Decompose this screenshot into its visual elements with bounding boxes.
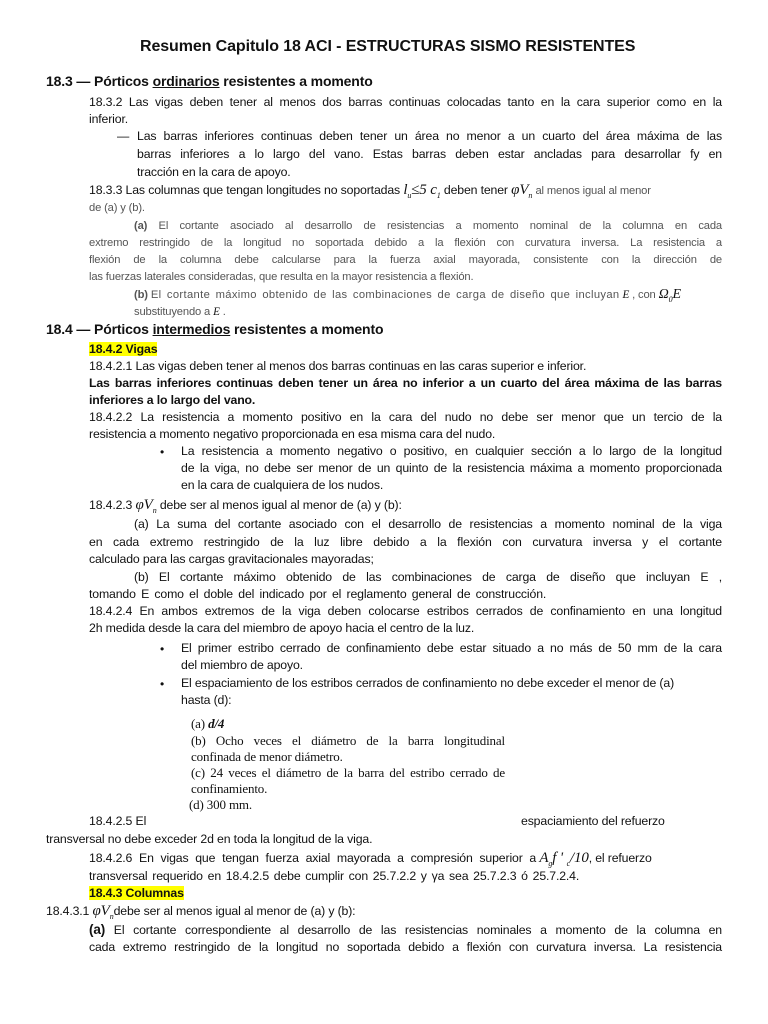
paragraph-18-4-2-6: 18.4.2.6 En vigas que tengan fuerza axial mayorada a compresión superior a $A_gf$ ' $_c$/10, el refuerzo (89, 850, 652, 868)
dash-marker: — (117, 129, 130, 143)
paragraph-18-3-2: 18.3.2 Las vigas deben tener al menos dos barras continuas colocadas tanto en la cara superior como en la (89, 95, 722, 109)
paragraph-18-4-2-2: 18.4.2.2 La resistencia a momento positivo en la cara del nudo no debe ser menor que un tercio de la (89, 410, 722, 424)
item-b-text: (b) El cortante máximo obtenido de las combinaciones de carga de diseño que incluyan E , con $\Omega_0E$ (134, 287, 681, 304)
embedded-list-b: (b) Ocho veces el diámetro de la barra longitudinal (191, 733, 505, 748)
page-title: Resumen Capitulo 18 ACI - ESTRUCTURAS SISMO RESISTENTES (140, 38, 636, 55)
bullet-icon: • (160, 445, 165, 459)
embedded-list-c: (c) 24 veces el diámetro de la barra del estribo cerrado de (191, 765, 505, 780)
subheading-columnas: 18.4.3 Columnas (89, 886, 184, 900)
paragraph-18-3-3: 18.3.3 Las columnas que tengan longitudes no soportadas $l_u\le 5$ $c_1$ deben tener $\varphi V_n$ al menos igual al menor (89, 182, 651, 200)
subheading-vigas: 18.4.2 Vigas (89, 342, 158, 356)
bullet-item: El primer estribo cerrado de confinamiento debe estar situado a no más de 50 mm de la cara (181, 641, 722, 655)
item-a-text: (a) El cortante asociado al desarrollo de resistencias a momento nominal de la columna en cada (134, 220, 722, 232)
dash-item-text: Las barras inferiores continuas deben tener un área no menor a un cuarto del área máxima de las (137, 129, 722, 143)
section-heading-18-4: 18.4 — Pórticos intermedios resistentes a momento (46, 321, 384, 337)
paragraph-18-4-2-4: 18.4.2.4 En ambos extremos de la viga deben colocarse estribos cerrados de confinamiento en una longitud (89, 604, 722, 618)
embedded-list-d: (d) 300 mm. (189, 797, 252, 812)
bullet-icon: • (160, 677, 165, 691)
document-page: Resumen Capitulo 18 ACI - ESTRUCTURAS SISMO RESISTENTES 18.3 — Pórticos ordinarios resistentes a momento 18.3.2 Las vigas deben tener al menos dos barras continuas colocadas tanto en la cara superior como en la inferior. — Las barras inferiores continuas deben tener un área no menor a un cuarto del área máxima de las barras inferiores a lo largo del vano. Estas barras deben estar ancladas para desarrollar fy en tracción en la cara de apoyo. 18.3.3 Las columnas que tengan longitudes no soportadas $l_u\le 5$ $c_1$ deben tener $\varphi V_n$ al menos igual al menor de (a) y (b). (a) El cortante asociado al desarrollo de resistencias a momento nominal de la columna en cada extremo restringido de la longitud no soportada debido a la flexión con curvatura inversa. La resistencia a flexión de la columna debe calcularse para la fuerza axial mayorada, consistente con la dirección de las fuerzas laterales consideradas, que resulta en la mayor resistencia a flexión. (b) El cortante máximo obtenido de las combinaciones de carga de diseño que incluyan E , con $\Omega_0E$ substituyendo a E . 18.4 — Pórticos intermedios resistentes a momento 18.4.2 Vigas 18.4.2.1 Las vigas deben tener al menos dos barras continuas en las caras superior e inferior. Las barras inferiores continuas deben tener un área no inferior a un cuarto del área máxima de las barras inferiores a lo largo del vano. 18.4.2.2 La resistencia a momento positivo en la cara del nudo no debe ser menor que un tercio de la resistencia a momento negativo proporcionada en esa misma cara del nudo. • La resistencia a momento negativo o positivo, en cualquier sección a lo largo de la longitud de la viga, no debe ser menor de un quinto de la resistencia máxima a momento proporcionada en la cara de cualquiera de los nudos. 18.4.2.3 $\varphi V_n$ debe ser al menos igual al menor de (a) y (b): (a) La suma del cortante asociado con el desarrollo de resistencias a momento nominal de la viga en cada extremo restringido de la luz libre debido a la flexión con curvatura inversa y el cortante calculado para las cargas gravitacionales mayoradas; (b) El cortante máximo obtenido de las combinaciones de carga de diseño que incluyan E , tomando E como el doble del indicado por el reglamento general de construcción. 18.4.2.4 En ambos extremos de la viga deben colocarse estribos cerrados de confinamiento en una longitud 2h medida desde la cara del miembro de apoyo hacia el centro de la luz. • El primer estribo cerrado de confinamiento debe estar situado a no más de 50 mm de la cara del miembro de apoyo. • El espaciamiento de los estribos cerrados de confinamiento no debe exceder el menor de (a) hasta (d): (a) d/4 (b) Ocho veces el diámetro de la barra longitudinal confinada de menor diámetro. (c) 24 veces el diámetro de la barra del estribo cerrado de confinamiento. (d) 300 mm. 18.4.2.5 El espaciamiento del refuerzo transversal no debe exceder 2d en toda la longitud de la viga. 18.4.2.6 En vigas que tengan fuerza axial mayorada a compresión superior a $A_gf$ ' $_c$/10, el refuerzo transversal requerido en 18.4.2.5 debe cumplir con 25.7.2.2 y γa sea 25.7.2.3 ó 25.7.2.4. 18.4.3 Columnas 18.4.3.1 $\varphi V_ndebe$ ser al menos igual al menor de (a) y (b): (a) El cortante correspondiente al desarrollo de las resistencias nominales a momento de la columna en cada extremo restringido de la longitud no soportada debido a flexión con curvatura inversa. La resistencia (46, 38, 722, 954)
bullet-item: El espaciamiento de los estribos cerrados de confinamiento no debe exceder el menor de (a) (181, 676, 675, 690)
paragraph-18-4-3-1: 18.4.3.1 $\varphi V_ndebe$ ser al menos igual al menor de (a) y (b): (46, 903, 356, 921)
bullet-item: La resistencia a momento negativo o positivo, en cualquier sección a lo largo de la longitud (181, 444, 722, 458)
paragraph-18-4-2-5: 18.4.2.5 El (89, 814, 147, 828)
section-heading-18-3: 18.3 — Pórticos ordinarios resistentes a momento (46, 73, 373, 89)
bullet-icon: • (160, 642, 165, 656)
paragraph-18-4-2-1: 18.4.2.1 Las vigas deben tener al menos dos barras continuas en las caras superior e inferior. (89, 359, 587, 373)
embedded-list-a: (a) d/4 (191, 716, 225, 731)
paragraph-18-4-2-3: 18.4.2.3 $\varphi V_n$ debe ser al menos igual al menor de (a) y (b): (89, 497, 402, 515)
